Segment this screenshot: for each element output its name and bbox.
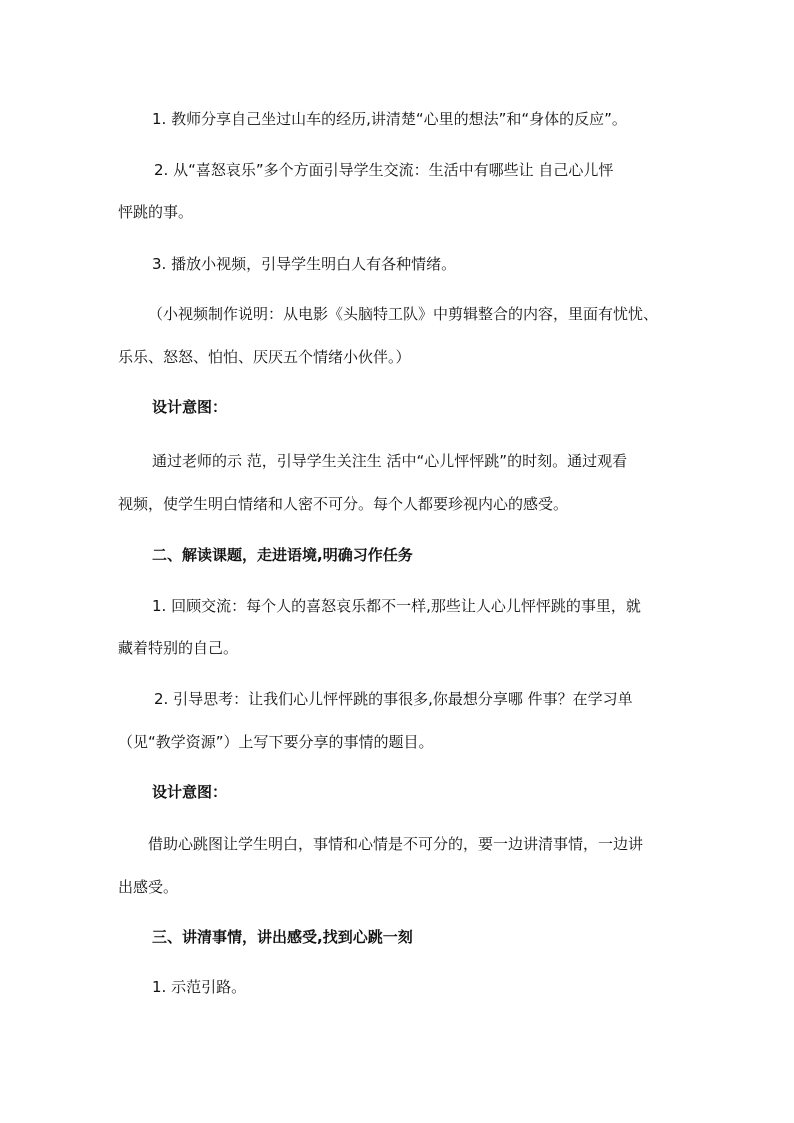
paragraph-line: 3. 播放小视频，引导学生明白人有各种情绪。 bbox=[152, 255, 457, 273]
paragraph-line: 2. 引导思考：让我们心儿怦怦跳的事很多,你最想分享哪 件事？在学习单 bbox=[154, 690, 633, 708]
paragraph-line: 乐乐、怒怒、怕怕、厌厌五个情绪小伙伴。） bbox=[118, 348, 411, 366]
paragraph-line: 出感受。 bbox=[118, 878, 179, 896]
paragraph-line: 怦跳的事。 bbox=[118, 203, 194, 221]
paragraph-line: （小视频制作说明：从电影《头脑特工队》中剪辑整合的内容，里面有忧忧、 bbox=[148, 305, 659, 323]
section-heading: 二、解读课题，走进语境,明确习作任务 bbox=[152, 546, 413, 564]
section-heading: 三、讲清事情，讲出感受,找到心跳一刻 bbox=[152, 928, 413, 946]
section-subheading: 设计意图： bbox=[152, 398, 228, 416]
paragraph-line: 视频，使学生明白情绪和人密不可分。每个人都要珍视内心的感受。 bbox=[118, 495, 569, 513]
paragraph-line: （见“教学资源”）上写下要分享的事情的题目。 bbox=[118, 733, 434, 751]
paragraph-line: 借助心跳图让学生明白，事情和心情是不可分的，要一边讲清事情，一边讲 bbox=[148, 835, 644, 853]
paragraph-line: 1. 示范引路。 bbox=[152, 978, 247, 996]
paragraph-line: 1. 回顾交流：每个人的喜怒哀乐都不一样,那些让人心儿怦怦跳的事里，就 bbox=[152, 597, 641, 615]
paragraph-line: 藏着特别的自己。 bbox=[118, 639, 239, 657]
section-subheading: 设计意图： bbox=[152, 783, 228, 801]
paragraph-line: 2. 从“喜怒哀乐”多个方面引导学生交流：生活中有哪些让 自己心儿怦 bbox=[154, 161, 614, 179]
paragraph-line: 通过老师的示 范，引导学生关注生 活中“心儿怦怦跳”的时刻。通过观看 bbox=[152, 452, 628, 470]
paragraph-line: 1. 教师分享自己坐过山车的经历,讲清楚“心里的想法”和“身体的反应”。 bbox=[152, 110, 627, 128]
